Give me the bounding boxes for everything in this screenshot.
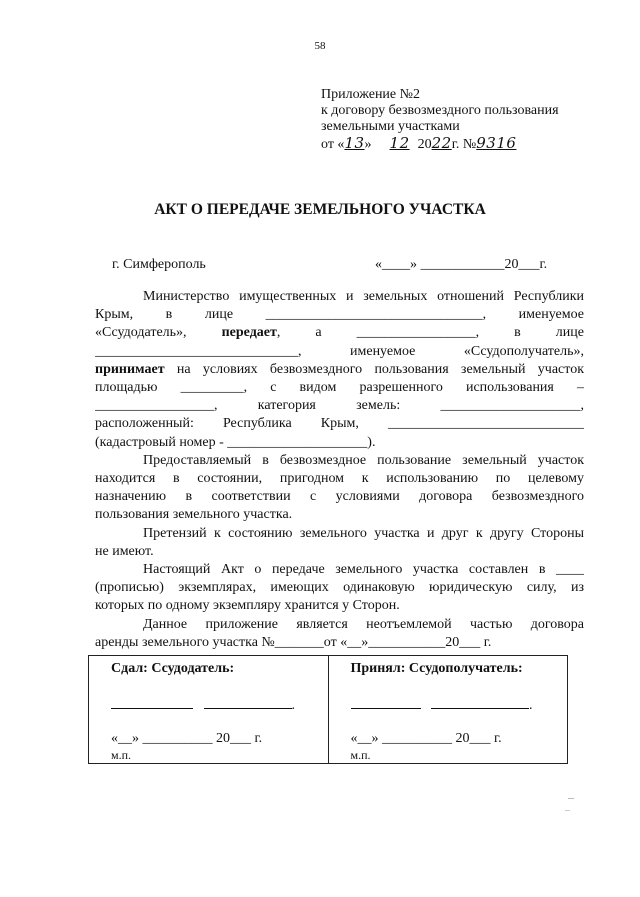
text-line: Министерство имущественных и земельных отношений Республики — [143, 289, 584, 304]
line-end: . — [291, 698, 295, 713]
text-line: Предоставляемый в безвозмездное пользование земельный участок — [143, 452, 584, 468]
text-line: расположенный: Республика Крым, ____________________________ — [95, 416, 584, 432]
text-line: _____________________________, именуемое «Ссудополучатель», — [95, 343, 584, 359]
text-fragment: «Ссудодатель», — [95, 325, 187, 341]
bold-term-accepts: принимает — [95, 361, 165, 377]
text-line: (прописью) экземплярах, имеющих одинаковую юридическую силу, из — [95, 580, 584, 596]
date-day-close: » — [364, 137, 372, 152]
text-line: Претензий к состоянию земельного участка и друг к другу Стороны — [143, 525, 584, 541]
borrower-date-line: «__» __________ 20___ г. — [350, 731, 502, 746]
text-line: аренды земельного участка №_______от «__»___________20___ г. — [95, 634, 492, 650]
text-line: находится в состоянии, пригодном к использованию по целевому — [95, 471, 584, 487]
text-line: (кадастровый номер - ____________________). — [95, 434, 376, 450]
appendix-line-1: Приложение №2 — [321, 87, 420, 102]
text-line: Настоящий Акт о передаче земельного участка составлен в ____ — [143, 562, 584, 578]
bold-term-transfers: передает — [221, 325, 277, 341]
text-fragment: на условиях безвозмездного пользования земельный участок — [164, 361, 584, 377]
document-title: АКТ О ПЕРЕДАЧЕ ЗЕМЕЛЬНОГО УЧАСТКА — [154, 201, 486, 218]
act-body — [95, 288, 584, 652]
appendix-line-3: земельными участками — [321, 119, 460, 134]
text-line — [95, 324, 584, 342]
text-line — [95, 361, 584, 379]
lender-date-line: «__» __________ 20___ г. — [111, 731, 263, 746]
lender-signature-cell — [89, 656, 328, 763]
name-blank — [204, 696, 292, 709]
text-line: площадью _________, с видом разрешенного использования – — [95, 380, 584, 396]
text-line: Крым, в лице _______________________________, именуемое — [95, 307, 584, 323]
signature-blank — [111, 696, 193, 709]
date-prefix: от « — [321, 137, 345, 152]
scan-mark — [568, 798, 574, 799]
line-end: . — [529, 698, 533, 713]
borrower-signature-cell — [328, 656, 568, 763]
handwritten-number: 9316 — [476, 134, 517, 152]
text-line: назначению в соответствии с условиями договора безвозмездного — [95, 489, 584, 505]
lender-header: Сдал: Ссудодатель: — [111, 661, 235, 676]
text-fragment: , а _________________, в лице — [276, 325, 584, 341]
appendix-header — [321, 87, 559, 153]
borrower-stamp-label: м.п. — [350, 748, 371, 762]
city-name: г. Симферополь — [112, 257, 206, 272]
signature-blank — [351, 696, 421, 709]
lender-stamp-label: м.п. — [111, 748, 132, 762]
text-line: пользования земельного участка. — [95, 507, 293, 523]
text-line: _________________, категория земель: ____________________, — [95, 398, 584, 414]
signature-table — [88, 655, 568, 764]
borrower-signature-line — [351, 696, 533, 714]
name-blank — [431, 696, 529, 709]
text-line: Данное приложение является неотъемлемой частью договора — [143, 616, 584, 632]
borrower-header: Принял: Ссудополучатель: — [350, 661, 523, 676]
appendix-line-2: к договору безвозмездного пользования — [321, 103, 559, 118]
handwritten-day: 13 — [344, 134, 365, 152]
page-number: 58 — [314, 40, 326, 52]
handwritten-year: 22 — [431, 134, 452, 152]
text-line: которых по одному экземпляру хранится у Сторон. — [95, 598, 400, 614]
appendix-date-line — [321, 135, 559, 153]
number-prefix: г. № — [451, 137, 477, 152]
handwritten-month: 12 — [389, 134, 410, 152]
scan-mark — [565, 810, 570, 811]
text-line: не имеют. — [95, 543, 154, 559]
year-prefix: 20 — [417, 137, 432, 152]
lender-signature-line — [111, 696, 295, 714]
act-date-line: «____» ____________20___г. — [375, 257, 548, 272]
